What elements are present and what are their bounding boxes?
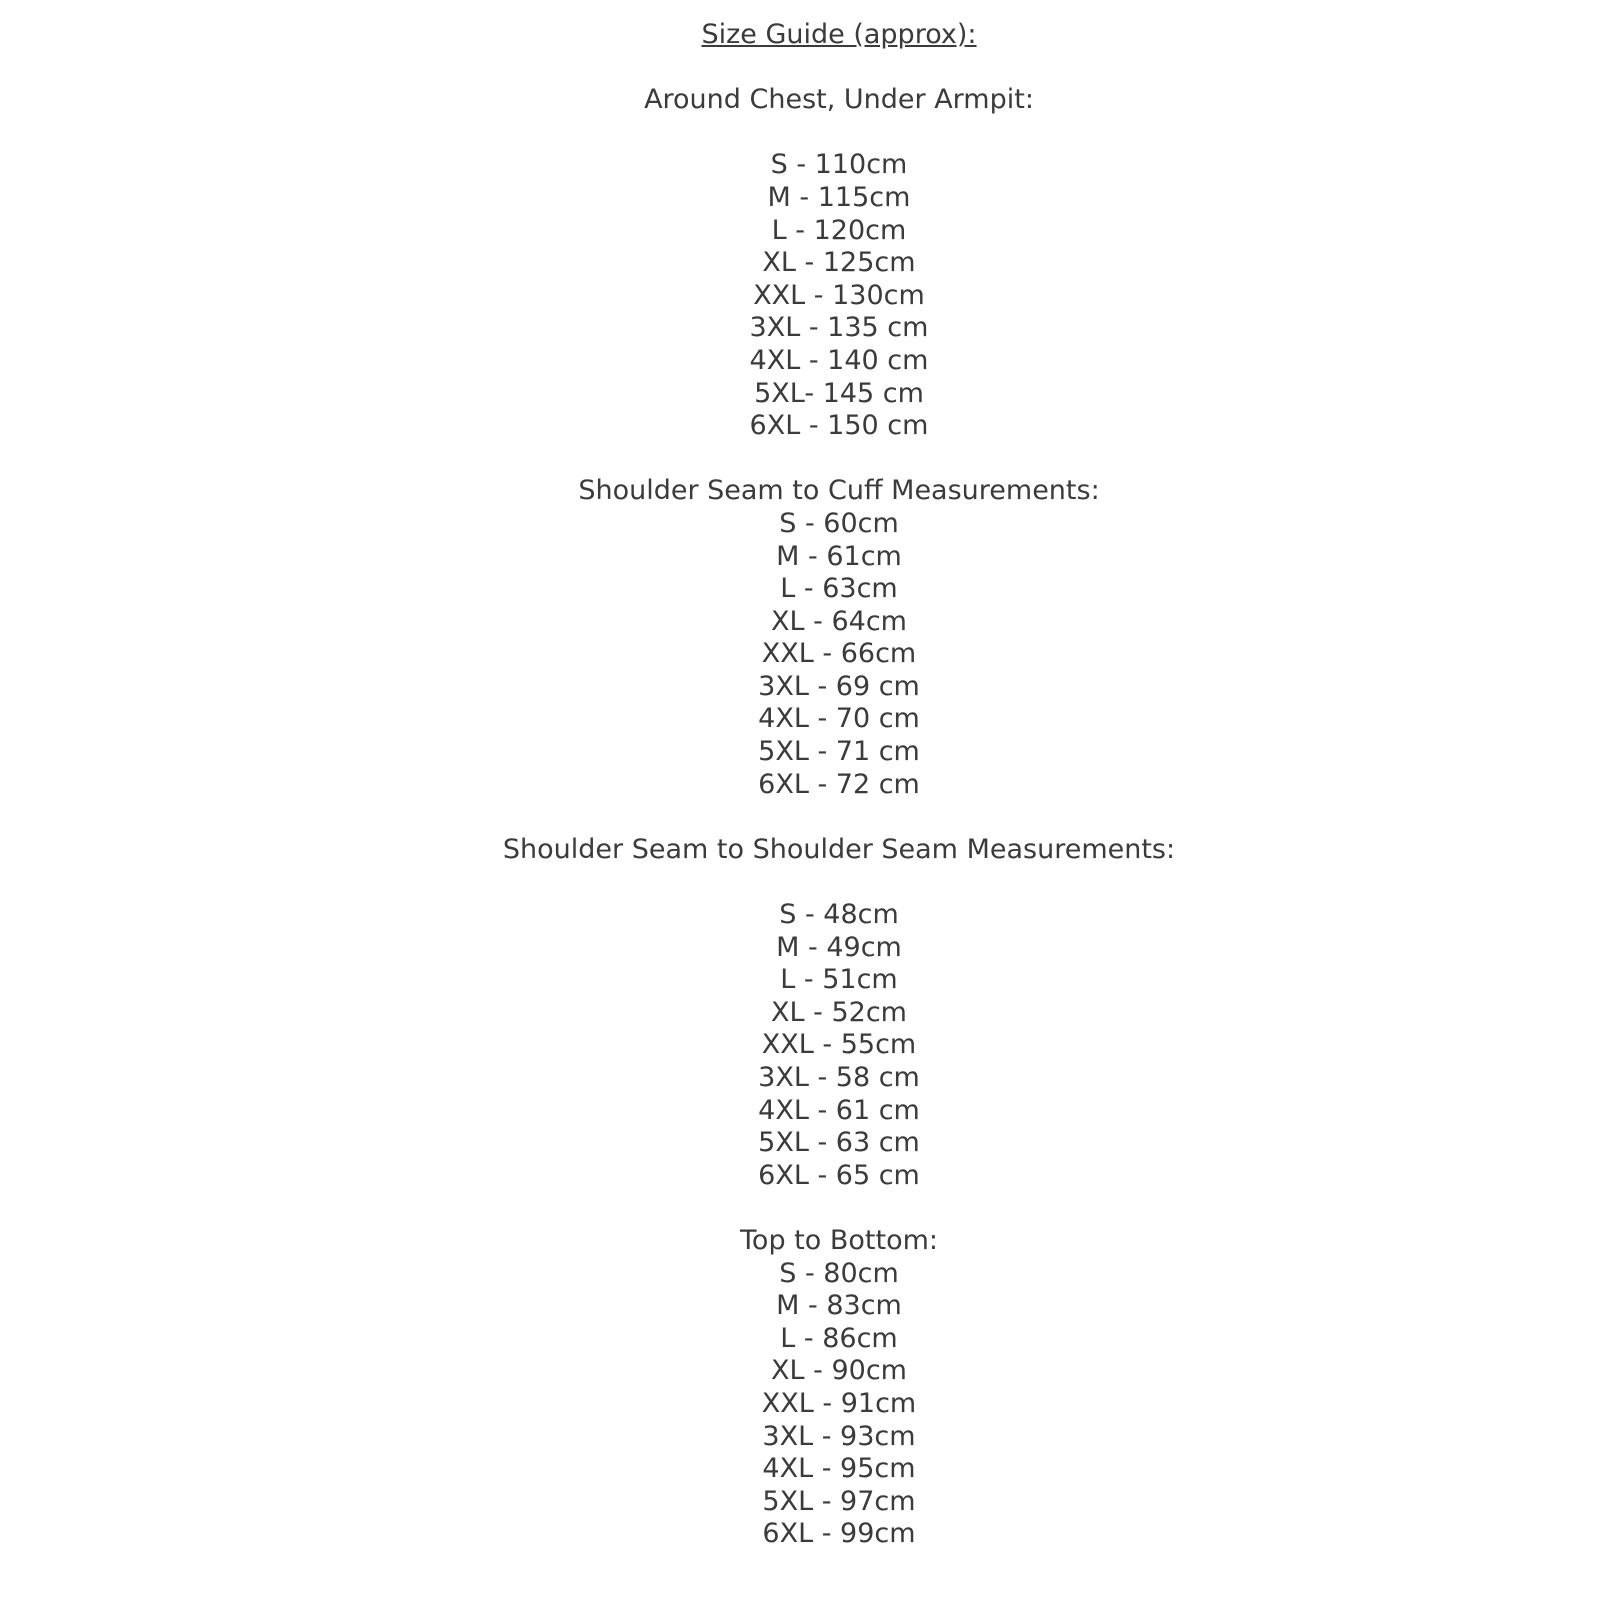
size-item: 6XL - 99cm (762, 1518, 916, 1550)
size-item: M - 61cm (776, 540, 902, 572)
section-top-to-bottom (78, 1225, 1600, 1551)
size-item: XL - 125cm (762, 247, 916, 279)
size-item: 4XL - 95cm (762, 1453, 916, 1485)
size-item: S - 110cm (770, 149, 908, 181)
size-list-around-chest (78, 149, 1600, 442)
size-item: 5XL- 145 cm (754, 377, 924, 409)
size-item: XXL - 55cm (761, 1029, 917, 1061)
size-item: XXL - 66cm (761, 638, 917, 670)
size-item: 4XL - 61 cm (758, 1094, 920, 1126)
size-item: M - 115cm (767, 181, 911, 213)
size-item: 4XL - 140 cm (749, 344, 929, 376)
size-item: M - 49cm (776, 931, 902, 963)
section-header-shoulder-to-cuff: Shoulder Seam to Cuff Measurements: (578, 475, 1100, 507)
size-item: XL - 90cm (771, 1355, 907, 1387)
size-item: L - 51cm (780, 964, 898, 996)
size-list-top-to-bottom (78, 1258, 1600, 1551)
size-item: 5XL - 63 cm (758, 1127, 920, 1159)
size-item: S - 80cm (779, 1257, 899, 1289)
size-item: 3XL - 93cm (762, 1420, 916, 1452)
size-item: 6XL - 65 cm (758, 1159, 920, 1191)
size-item: 4XL - 70 cm (758, 703, 920, 735)
size-item: 3XL - 69 cm (758, 670, 920, 702)
size-item: 3XL - 58 cm (758, 1062, 920, 1093)
section-shoulder-to-shoulder (78, 834, 1600, 1193)
size-item: 6XL - 150 cm (749, 410, 929, 442)
size-item: 5XL - 71 cm (758, 736, 920, 768)
size-item: XL - 52cm (771, 996, 907, 1028)
section-around-chest (78, 84, 1600, 443)
size-item: XXL - 91cm (761, 1387, 917, 1419)
size-item: XXL - 130cm (753, 279, 925, 311)
size-item: XL - 64cm (771, 605, 907, 637)
size-item: S - 60cm (779, 507, 899, 539)
section-shoulder-to-cuff (78, 475, 1600, 801)
size-item: M - 83cm (776, 1290, 902, 1322)
size-item: 6XL - 72 cm (758, 768, 920, 800)
size-item: L - 63cm (780, 573, 898, 605)
size-item: 5XL - 97cm (762, 1485, 916, 1517)
page-title: Size Guide (approx): (701, 19, 977, 50)
size-list-shoulder-to-cuff (78, 508, 1600, 801)
size-item: L - 120cm (771, 214, 907, 246)
section-header-shoulder-to-shoulder: Shoulder Seam to Shoulder Seam Measurements: (502, 833, 1176, 865)
section-header-top-to-bottom: Top to Bottom: (740, 1224, 938, 1256)
size-item: L - 86cm (780, 1322, 898, 1354)
size-list-shoulder-to-shoulder (78, 899, 1600, 1192)
size-item: 3XL - 135 cm (749, 312, 929, 344)
size-item: S - 48cm (779, 899, 899, 931)
section-header-around-chest: Around Chest, Under Armpit: (644, 84, 1034, 116)
